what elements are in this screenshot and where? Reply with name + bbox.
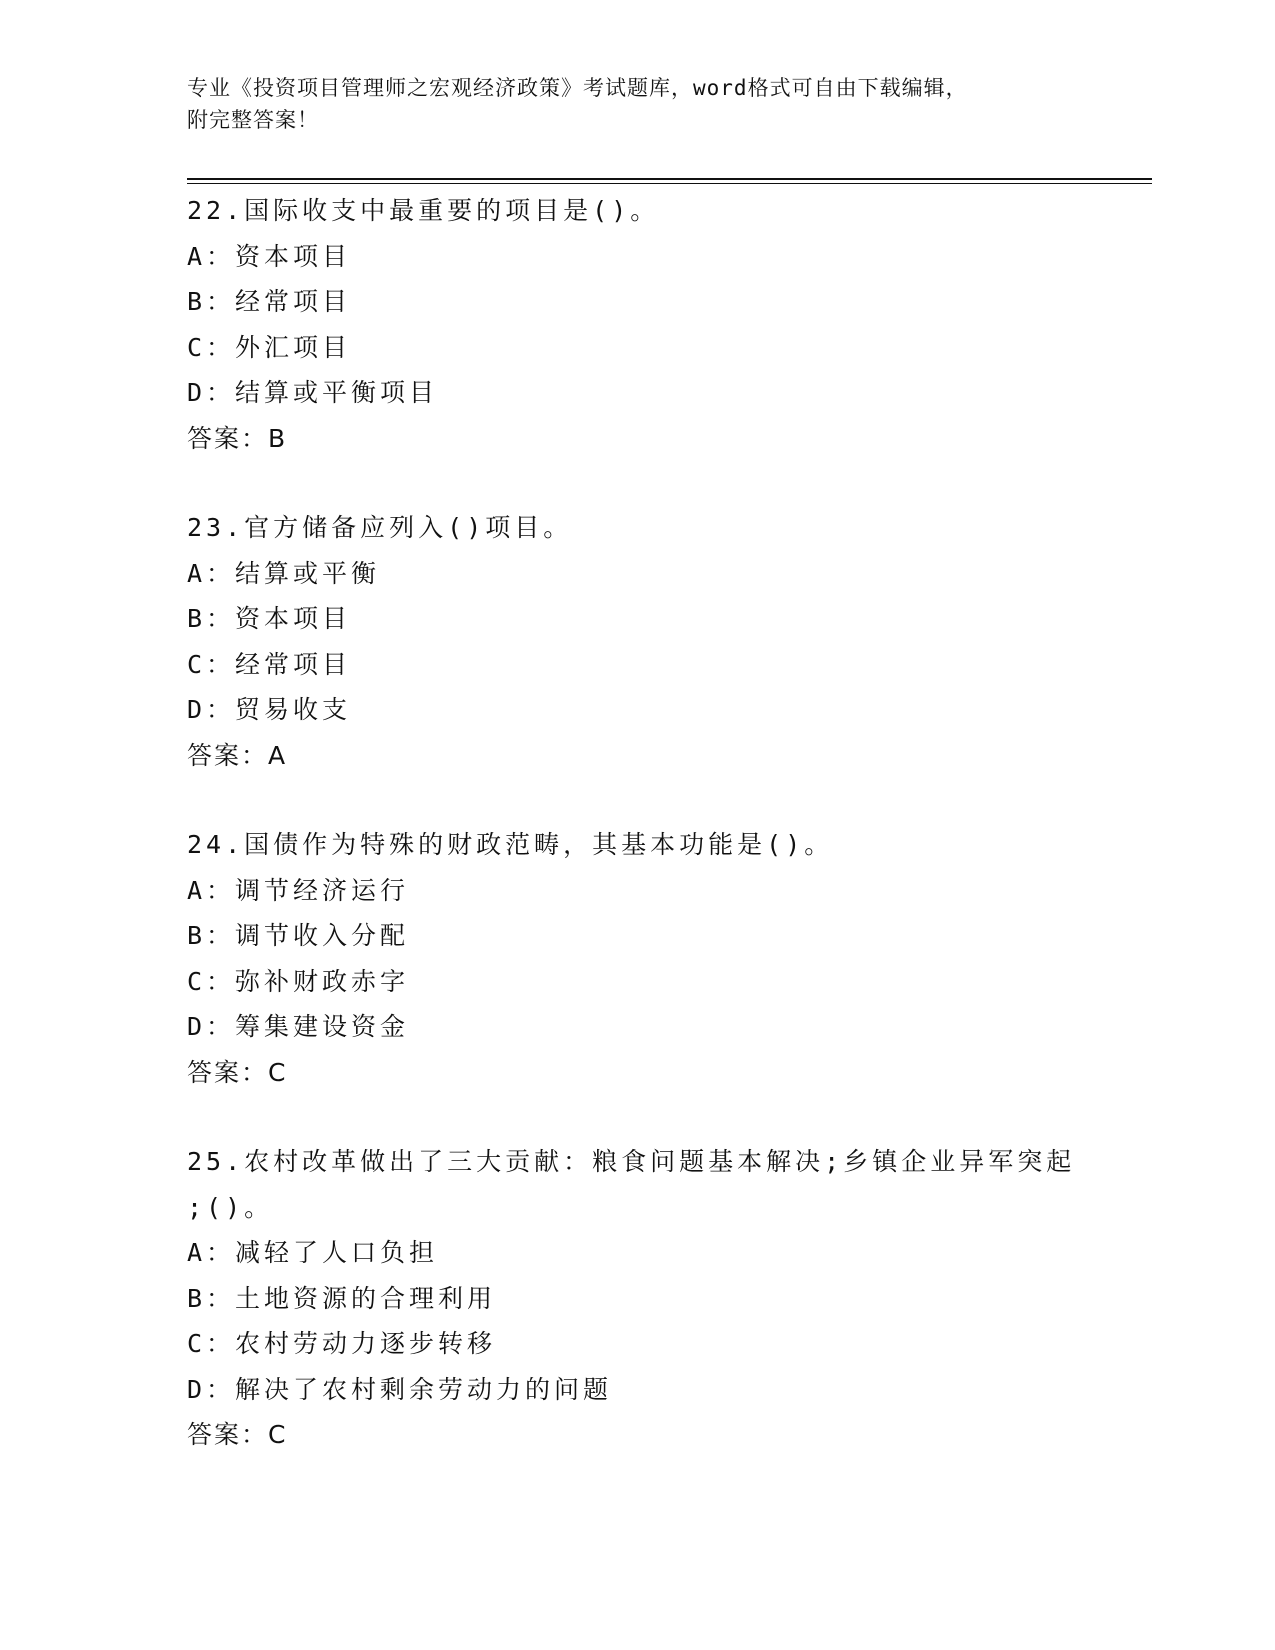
option-d: D：筹集建设资金: [187, 1012, 410, 1041]
question-23: [187, 505, 1087, 778]
answer: 答案：B: [187, 423, 288, 453]
option-d: D：结算或平衡项目: [187, 378, 439, 407]
header-divider-thin: [187, 183, 1152, 184]
question-stem: 24.国债作为特殊的财政范畴，其基本功能是()。: [187, 830, 834, 859]
option-a: A：资本项目: [187, 241, 352, 271]
option-a: A：调节经济运行: [187, 875, 410, 905]
option-a: A：减轻了人口负担: [187, 1238, 439, 1267]
question-stem-line-1: 25.农村改革做出了三大贡献：粮食问题基本解决;乡镇企业异军突起: [187, 1147, 1076, 1176]
header-divider-thick: [187, 178, 1152, 180]
option-b: B：土地资源的合理利用: [187, 1283, 497, 1313]
question-stem-line-2: ;()。: [187, 1192, 274, 1222]
option-a: A：结算或平衡: [187, 558, 381, 588]
option-d: D：解决了农村剩余劳动力的问题: [187, 1374, 613, 1404]
document-header: [187, 72, 1067, 136]
question-stem: 22.国际收支中最重要的项目是()。: [187, 196, 660, 225]
option-b: B：资本项目: [187, 604, 352, 633]
header-text-line-2: 附完整答案！: [187, 108, 319, 132]
option-b: B：经常项目: [187, 287, 352, 316]
option-c: C：经常项目: [187, 649, 352, 679]
question-22: [187, 188, 1087, 461]
option-c: C：农村劳动力逐步转移: [187, 1329, 497, 1358]
question-24: [187, 822, 1087, 1095]
option-d: D：贸易收支: [187, 695, 352, 724]
header-text-line-1: 专业《投资项目管理师之宏观经济政策》考试题库，word格式可自由下载编辑，: [187, 76, 968, 100]
option-b: B：调节收入分配: [187, 921, 410, 950]
answer: 答案：C: [187, 1420, 288, 1449]
option-c: C：弥补财政赤字: [187, 966, 410, 996]
question-25: [187, 1139, 1087, 1458]
question-list: [187, 188, 1087, 1502]
answer: 答案：C: [187, 1057, 288, 1087]
option-c: C：外汇项目: [187, 332, 352, 362]
answer: 答案：A: [187, 740, 288, 770]
question-stem: 23.官方储备应列入()项目。: [187, 513, 573, 542]
